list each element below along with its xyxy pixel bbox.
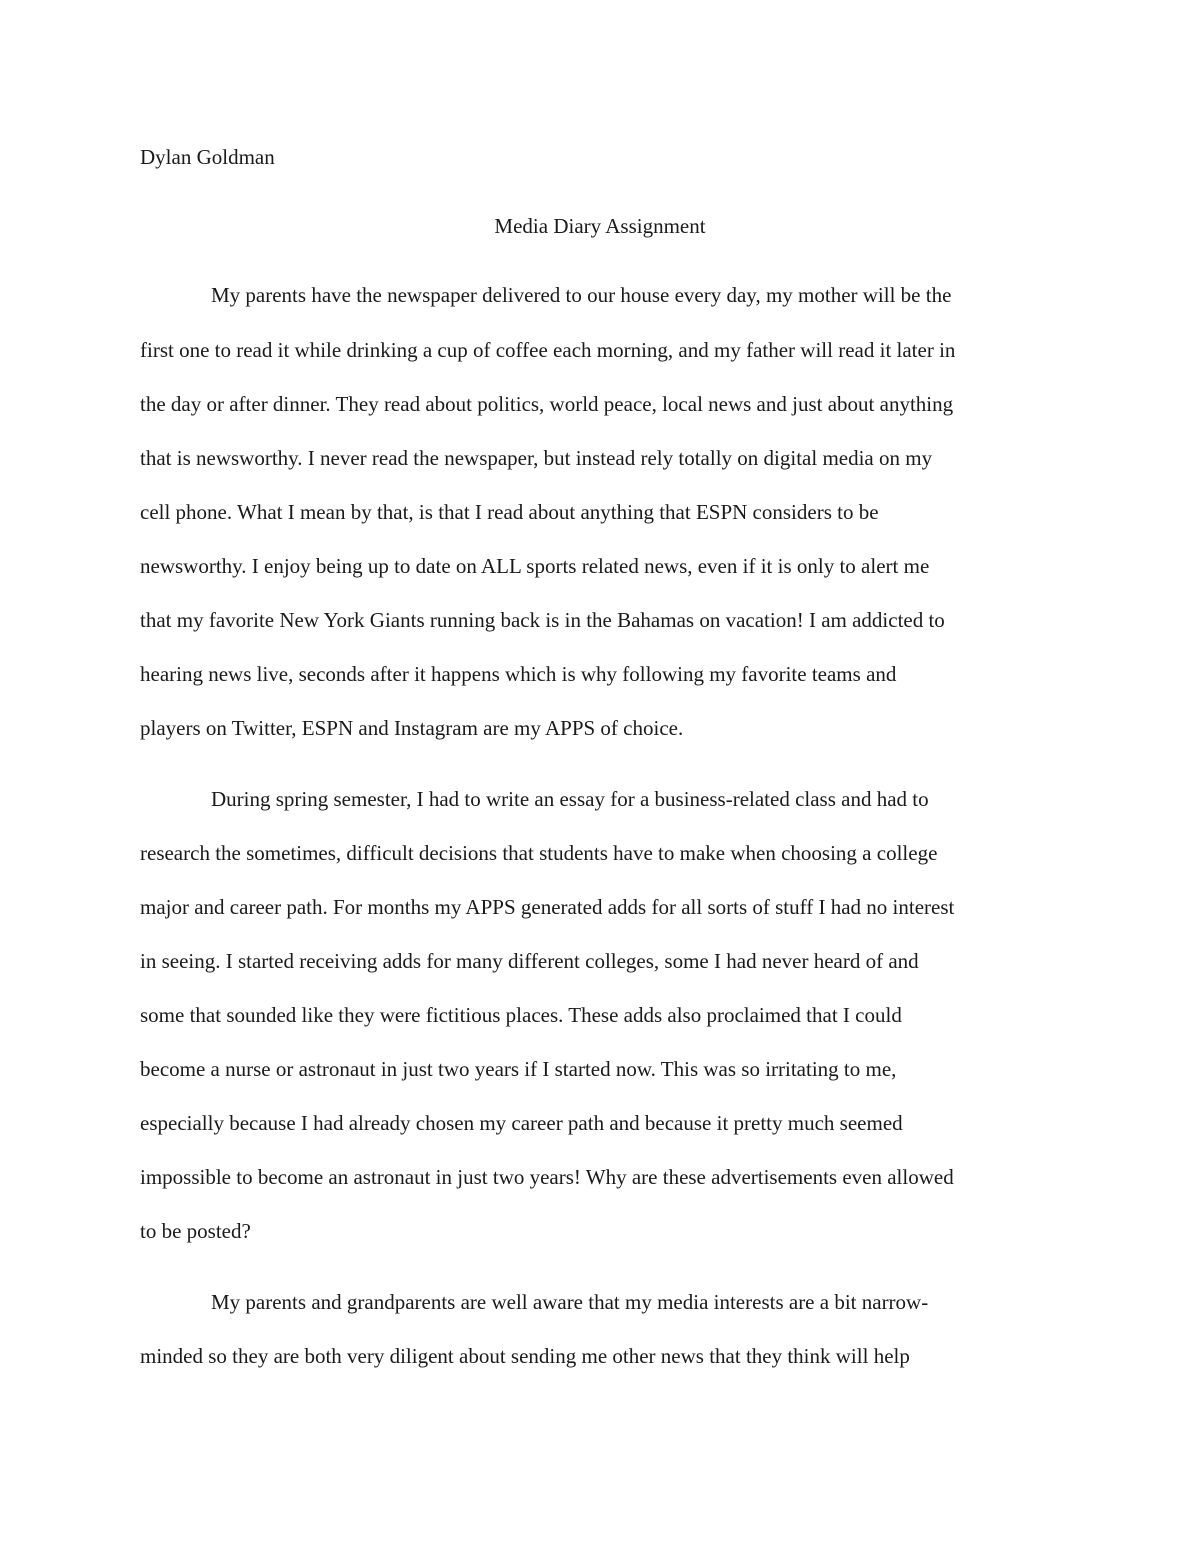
paragraph-line: to be posted? bbox=[140, 1219, 251, 1243]
paragraph-line: the day or after dinner. They read about politics, world peace, local news and just about anything bbox=[140, 392, 954, 416]
paragraph-line: first one to read it while drinking a cup of coffee each morning, and my father will read it later in bbox=[140, 338, 956, 362]
paragraph-line: cell phone. What I mean by that, is that I read about anything that ESPN considers to be bbox=[140, 500, 879, 524]
paragraph-line: especially because I had already chosen my career path and because it pretty much seemed bbox=[140, 1111, 903, 1135]
paragraph-line: During spring semester, I had to write an essay for a business-related class and had to bbox=[211, 787, 929, 811]
paragraph-line: become a nurse or astronaut in just two years if I started now. This was so irritating to me, bbox=[140, 1057, 897, 1081]
paragraph-line: research the sometimes, difficult decisions that students have to make when choosing a college bbox=[140, 841, 938, 865]
paragraph-line: players on Twitter, ESPN and Instagram are my APPS of choice. bbox=[140, 716, 684, 740]
paragraph-line: major and career path. For months my APPS generated adds for all sorts of stuff I had no interest bbox=[140, 895, 955, 919]
paragraph-line: newsworthy. I enjoy being up to date on ALL sports related news, even if it is only to alert me bbox=[140, 554, 930, 578]
paragraph-line: minded so they are both very diligent about sending me other news that they think will help bbox=[140, 1344, 910, 1368]
paragraph-line: hearing news live, seconds after it happens which is why following my favorite teams and bbox=[140, 662, 897, 686]
paragraph-line: impossible to become an astronaut in just two years! Why are these advertisements even allowed bbox=[140, 1165, 954, 1189]
paragraph-line: some that sounded like they were fictitious places. These adds also proclaimed that I could bbox=[140, 1003, 902, 1027]
paragraph-line: My parents and grandparents are well aware that my media interests are a bit narrow- bbox=[211, 1290, 929, 1314]
paragraph-line: in seeing. I started receiving adds for many different colleges, some I had never heard of and bbox=[140, 949, 919, 973]
paragraph-line: that my favorite New York Giants running back is in the Bahamas on vacation! I am addicted to bbox=[140, 608, 945, 632]
paragraph-line: that is newsworthy. I never read the newspaper, but instead rely totally on digital media on my bbox=[140, 446, 933, 470]
document-title: Media Diary Assignment bbox=[494, 214, 706, 238]
paragraph-line: My parents have the newspaper delivered to our house every day, my mother will be the bbox=[211, 283, 952, 307]
author-name: Dylan Goldman bbox=[140, 145, 275, 169]
